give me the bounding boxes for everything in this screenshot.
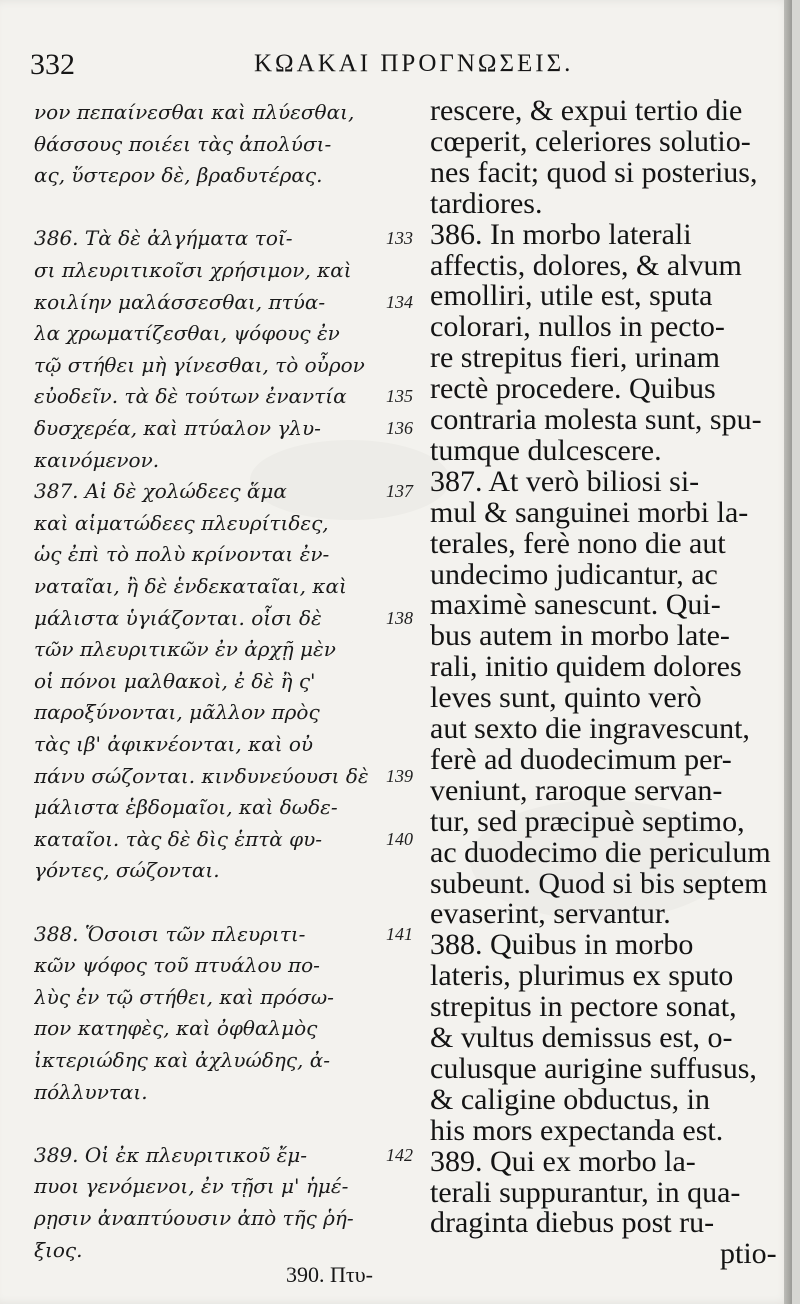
greek-line: ρῃσιν ἀναπτύουσιν ἀπὸ τῆς ῥή- <box>34 1206 354 1230</box>
greek-line: τῶν πλευριτικῶν ἐν ἀρχῇ μὲν <box>34 637 336 662</box>
latin-line: his mors expectanda est. <box>430 1113 724 1147</box>
greek-line: 386. Τὰ δὲ ἀλγήματα τοῖ- <box>34 226 293 251</box>
latin-line: draginta diebus post ru- <box>430 1206 715 1240</box>
line-number: 142 <box>386 1144 413 1165</box>
latin-line: terales, ferè nono die aut <box>430 526 726 560</box>
greek-line: οἱ πόνοι μαλθακοὶ, ἐ δὲ ἢ ς' <box>34 668 316 693</box>
page-edge <box>784 0 792 1304</box>
latin-line: tardiores. <box>430 186 543 220</box>
latin-line: tur, sed præcipuè septimo, <box>430 804 745 838</box>
latin-line: ferè ad duodecimum per- <box>430 742 732 776</box>
greek-line: κοιλίην μαλάσσεσθαι, πτύα- <box>34 289 326 314</box>
greek-line <box>34 191 384 224</box>
greek-line: γόντες, σώζονται. <box>34 858 220 883</box>
greek-line: πυοι γενόμενοι, ἐν τῇσι μ' ἡμέ- <box>34 1174 349 1199</box>
running-title: ΚΩΑΚΑΙ ΠΡΟΓΝΩΣΕΙΣ. <box>254 50 574 77</box>
greek-line: ξιος. <box>34 1237 83 1262</box>
latin-line: rali, initio quidem dolores <box>430 650 742 684</box>
latin-line: subeunt. Quod si bis septem <box>430 866 768 900</box>
latin-line: rescere, & expui tertio die <box>430 94 743 127</box>
greek-line: λα χρωματίζεσθαι, ψόφους ἐν <box>34 321 340 346</box>
latin-line: bus autem in morbo late- <box>430 619 730 653</box>
greek-line: πάνυ σώζονται. κινδυνεύουσι δὲ <box>34 763 369 788</box>
latin-line: 388. Quibus in morbo <box>430 928 694 962</box>
line-number: 134 <box>386 291 413 312</box>
greek-line: νον πεπαίνεσθαι καὶ πλύεσθαι, <box>34 100 355 124</box>
greek-line: τῷ στήθει μὴ γίνεσθαι, τὸ οὖρον <box>34 352 365 377</box>
latin-line: colorari, nullos in pecto- <box>430 310 725 344</box>
greek-line: κῶν ψόφος τοῦ πτυάλου πο- <box>34 953 320 978</box>
greek-line: ὡς ἐπὶ τὸ πολὺ κρίνονται ἐν- <box>34 542 330 567</box>
greek-line: καὶ αἱματώδεες πλευρίτιδες, <box>34 510 329 535</box>
line-number: 135 <box>386 386 413 407</box>
latin-line: & vultus demissus est, o- <box>430 1021 733 1054</box>
greek-line: ναταῖαι, ἢ δὲ ἑνδεκαταῖαι, καὶ <box>34 574 347 598</box>
greek-line: σι πλευριτικοῖσι χρήσιμον, καὶ <box>34 258 352 282</box>
latin-line: veniunt, raroque servan- <box>430 773 723 807</box>
latin-line: leves sunt, quinto verò <box>430 681 702 715</box>
latin-line: re strepitus fieri, urinam <box>430 341 720 375</box>
greek-line: μάλιστα ὑγιάζονται. οἷσι δὲ <box>34 605 322 630</box>
latin-line: ptio- <box>720 1237 777 1271</box>
page-number: 332 <box>30 48 75 81</box>
latin-line: contraria molesta sunt, spu- <box>430 403 762 436</box>
greek-line: πον κατηφὲς, καὶ ὀφθαλμὸς <box>34 1016 318 1041</box>
greek-line: παροξύνονται, μᾶλλον πρὸς <box>34 700 320 725</box>
latin-line: culusque aurigine suffusus, <box>430 1051 757 1085</box>
latin-line: tumque dulcescere. <box>430 433 662 467</box>
latin-line: terali suppurantur, in qua- <box>430 1175 741 1209</box>
latin-line: ac duodecimo die periculum <box>430 835 771 869</box>
greek-line <box>34 886 384 919</box>
greek-line: καινόμενον. <box>34 447 160 472</box>
greek-line: δυσχερέα, καὶ πτύαλον γλυ- <box>34 416 321 440</box>
greek-catchword: 390. Πτυ- <box>286 1262 373 1287</box>
greek-line: τὰς ιβ' ἀφικνέονται, καὶ οὐ <box>34 732 314 756</box>
latin-line: strepitus in pectore sonat, <box>430 990 737 1024</box>
latin-line: lateris, plurimus ex sputo <box>430 959 734 993</box>
greek-line: 389. Οἱ ἐκ πλευριτικοῦ ἔμ- <box>34 1142 308 1167</box>
greek-line: ἰκτεριώδης καὶ ἀχλυώδης, ἀ- <box>34 1048 331 1072</box>
latin-line: 387. At verò biliosi si- <box>430 464 700 498</box>
greek-line: πόλλυνται. <box>34 1079 148 1104</box>
line-number: 133 <box>386 228 413 249</box>
latin-line: nes facit; quod si posterius, <box>430 155 758 189</box>
latin-line: cœperit, celeriores solutio- <box>430 124 751 158</box>
greek-line <box>34 1107 384 1140</box>
greek-line: καταῖοι. τὰς δὲ δὶς ἑπτὰ φυ- <box>34 826 323 851</box>
latin-line: affectis, dolores, & alvum <box>430 248 742 282</box>
greek-line: εὐοδεῖν. τὰ δὲ τούτων ἐναντία <box>34 384 347 409</box>
page-header <box>28 44 768 88</box>
latin-line: mul & sanguinei morbi la- <box>430 495 749 529</box>
latin-line: 389. Qui ex morbo la- <box>430 1144 696 1178</box>
greek-line: 388. Ὅσοισι τῶν πλευριτι- <box>34 921 306 946</box>
latin-line: 386. In morbo laterali <box>430 217 692 251</box>
line-number: 137 <box>386 481 413 502</box>
greek-line: θάσσους ποιέει τὰς ἀπολύσι- <box>34 131 332 156</box>
latin-line: maximè sanescunt. Qui- <box>430 588 721 622</box>
greek-line: μάλιστα ἑβδομαῖοι, καὶ δωδε- <box>34 795 338 820</box>
line-number: 138 <box>386 607 413 628</box>
line-number: 141 <box>386 923 413 944</box>
line-number: 136 <box>386 418 413 438</box>
latin-line: evaserint, servantur. <box>430 897 671 931</box>
latin-line: aut sexto die ingravescunt, <box>430 712 750 745</box>
greek-line: λὺς ἐν τῷ στήθει, καὶ πρόσω- <box>34 984 334 1009</box>
latin-line: emolliri, utile est, sputa <box>430 279 713 313</box>
greek-line: ας, ὕστερον δὲ, βραδυτέρας. <box>34 163 323 188</box>
line-number: 140 <box>386 828 413 849</box>
latin-line: & caligine obductus, in <box>430 1082 710 1116</box>
latin-line: undecimo judicantur, ac <box>430 557 718 591</box>
line-number: 139 <box>386 765 413 786</box>
latin-line: rectè procedere. Quibus <box>430 372 716 406</box>
greek-line: 387. Αἱ δὲ χολώδεες ἅμα <box>34 479 287 504</box>
